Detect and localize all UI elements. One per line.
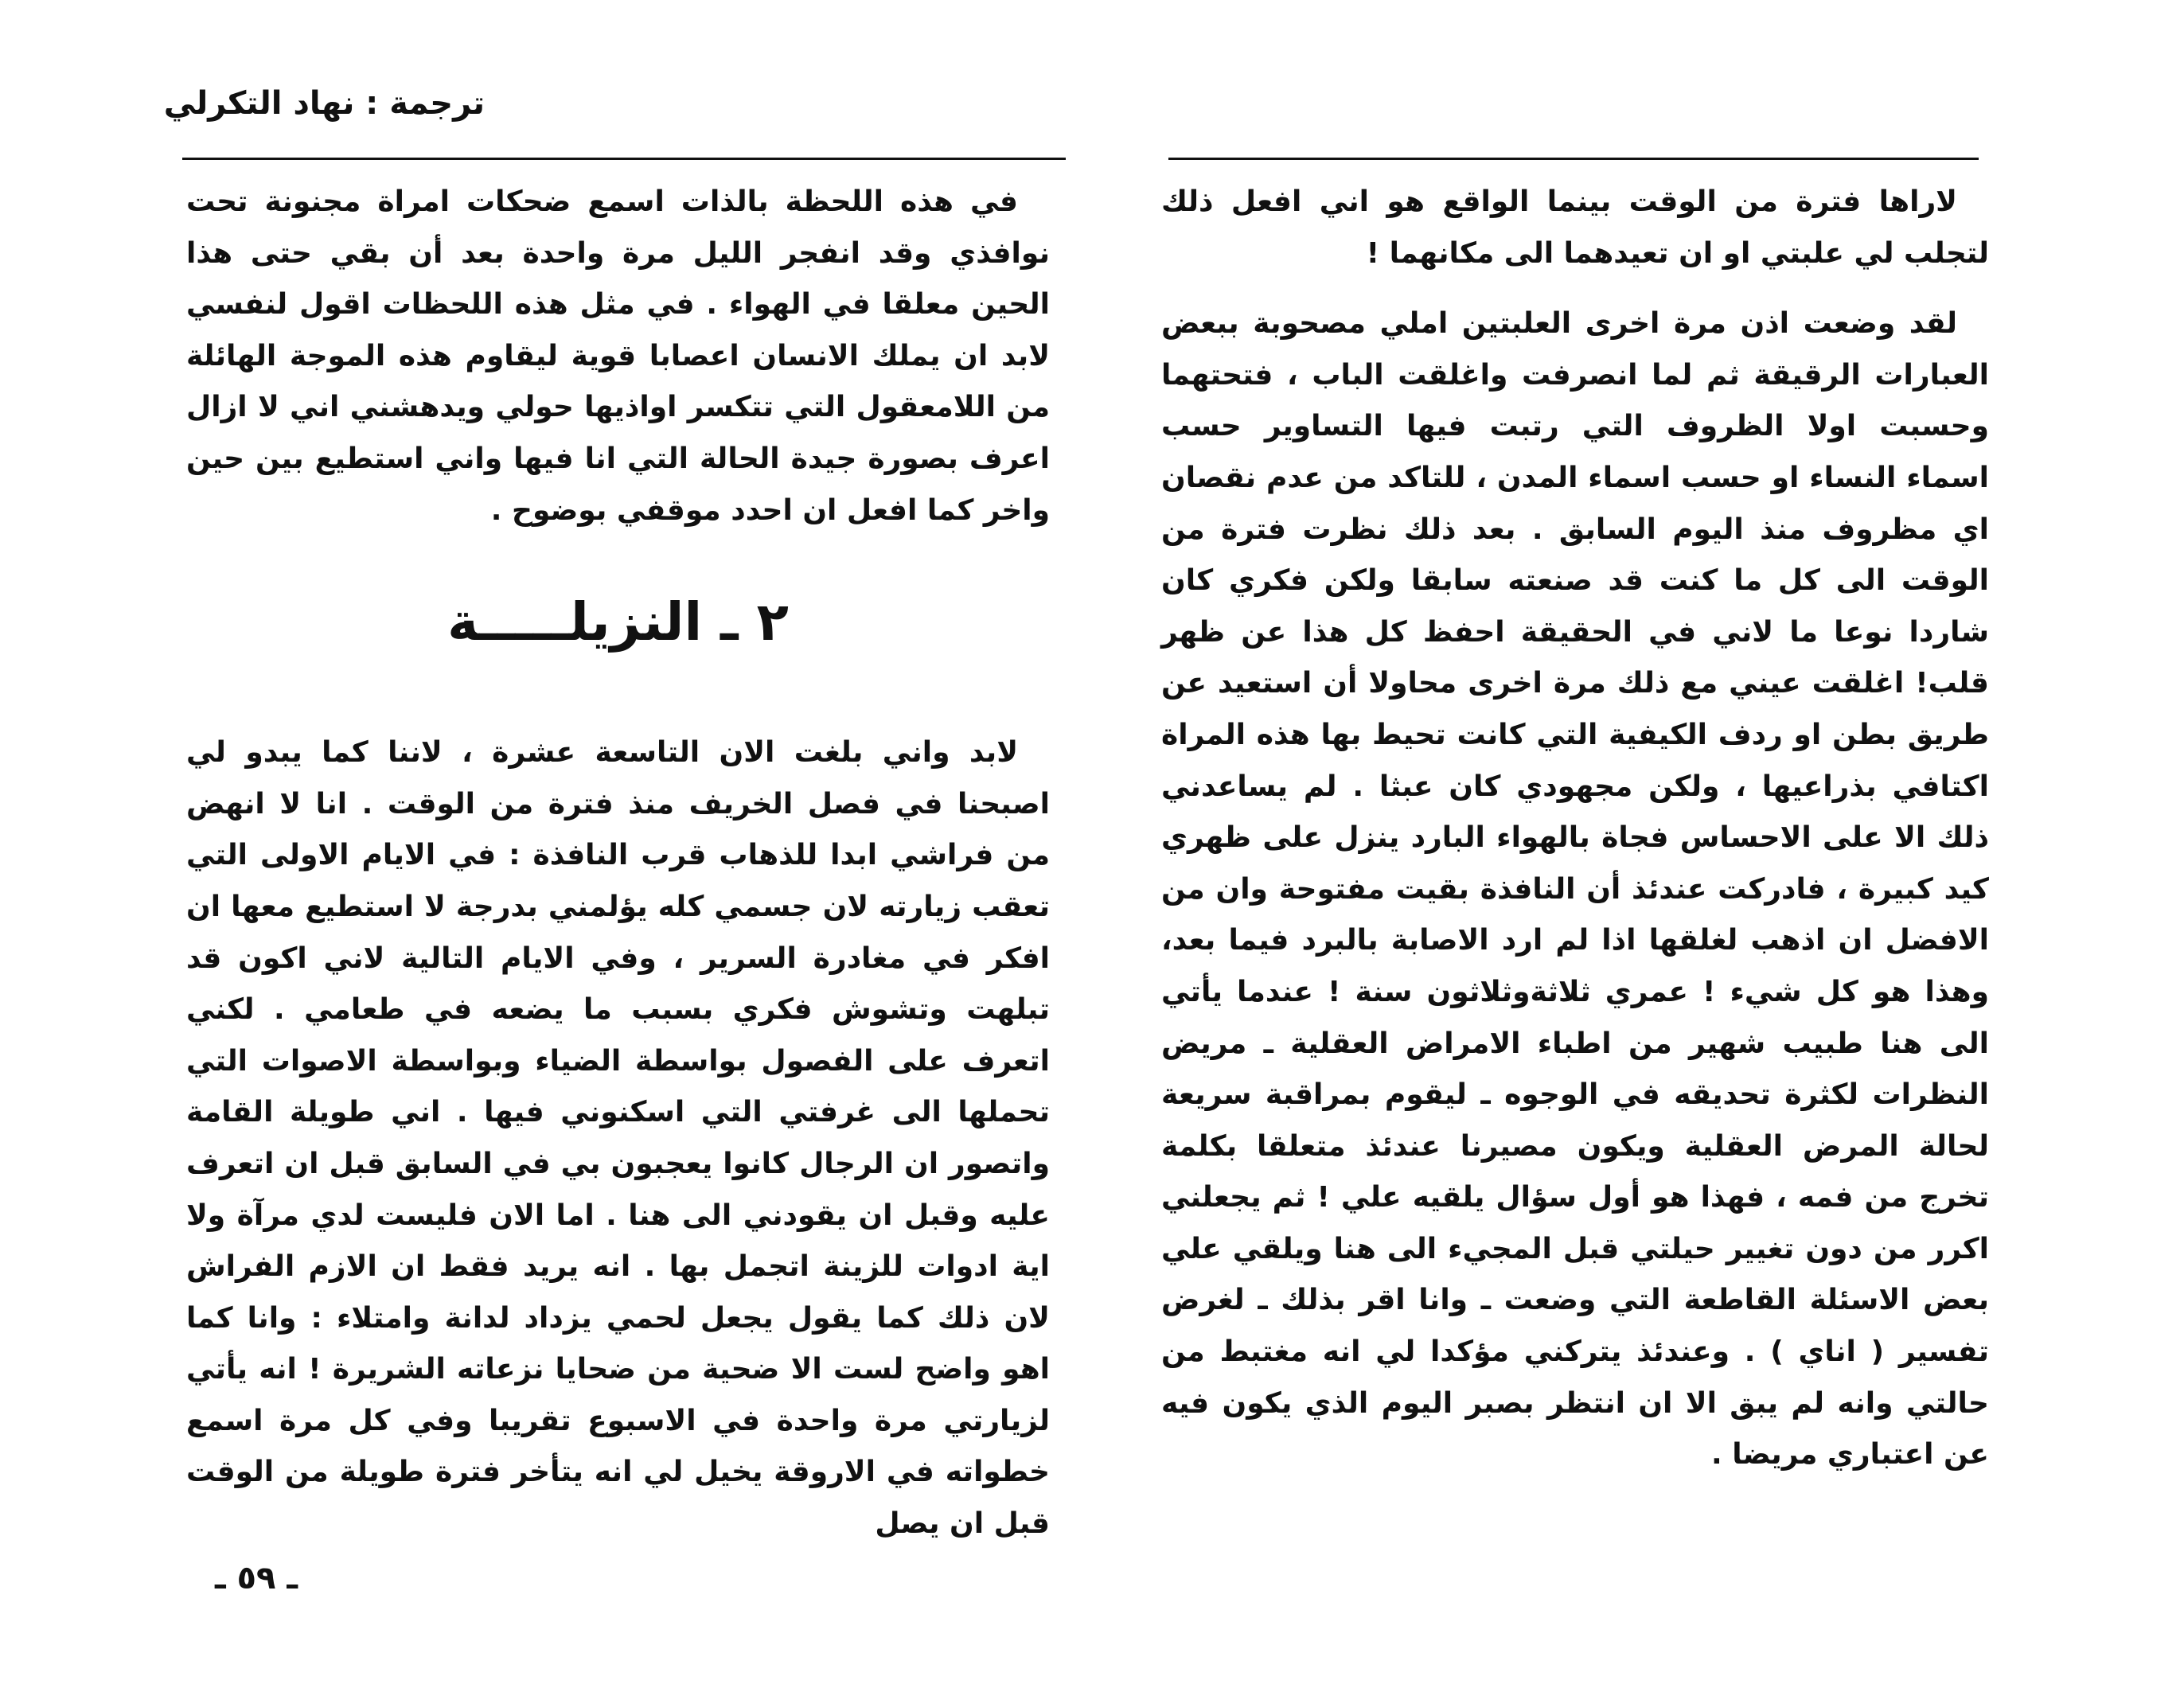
right-text-column [1161,177,1989,1481]
header-rule-left [182,158,1066,160]
translator-header: ترجمة : نهاد التكرلي [163,85,485,122]
page-number: ـ ٥٩ ـ [215,1560,298,1596]
left-bottom-paragraph: لابد واني بلغت الان التاسعة عشرة ، لاننا كما يبدو لي اصبحنا في فصل الخريف منذ فترة من الوقت . انا لا انهض من فراشي ابدا للذهاب قرب النافذة : في الايام الاولى التي تعقب زيارته لان جسمي كله يؤلمني بدرجة لا استطيع معها ان افكر في مغادرة السرير ، وفي الايام التالية لاني اكون قد تبلهت وتشوش فكري بسبب ما يضعه في طعامي . لكني اتعرف على الفصول بواسطة الضياء وبواسطة الاصوات التي تحملها الى غرفتي التي اسكنوني فيها . اني طويلة القامة واتصور ان الرجال كانوا يعجبون بي في السابق قبل ان اتعرف عليه وقبل ان يقودني الى هنا . اما الان فليست لدي مرآة ولا اية ادوات للزينة اتجمل بها . انه يريد فقط ان الازم الفراش لان ذلك كما يقول يجعل لحمي يزداد لدانة وامتلاء : وانا كما اهو واضح لست الا ضحية من ضحايا نزعاته الشريرة ! انه يأتي لزيارتي مرة واحدة في الاسبوع تقريبا وفي كل مرة اسمع خطواته في الاروقة يخيل لي انه يتأخر فترة طويلة من الوقت قبل ان يصل [186,736,1050,1541]
right-paragraph-1: لاراها فترة من الوقت بينما الواقع هو اني افعل ذلك لتجلب لي علبتي او ان تعيدهما الى مكانهما ! [1161,185,1989,270]
section-title: ٢ ـ النزيلـــــة [447,591,789,653]
right-paragraph-2: لقد وضعت اذن مرة اخرى العلبتين املي مصحوبة ببعض العبارات الرقيقة ثم لما انصرفت واغلقت الباب ، فتحتهما وحسبت اولا الظروف التي رتبت فيها التساوير حسب اسماء النساء او حسب اسماء المدن ، للتاكد من عدم نقصان اي مظروف منذ اليوم السابق . بعد ذلك نظرت فترة من الوقت الى كل ما كنت قد صنعته سابقا ولكن فكري كان شاردا نوعا ما لاني في الحقيقة احفظ كل هذا عن ظهر قلب! اغلقت عيني مع ذلك مرة اخرى محاولا أن استعيد عن طريق بطن او ردف الكيفية التي كانت تحيط بها هذه المراة اكتافي بذراعيها ، ولكن مجهودي كان عبثا . لم يساعدني ذلك الا على الاحساس فجاة بالهواء البارد ينزل على ظهري كيد كبيرة ، فادركت عندئذ أن النافذة بقيت مفتوحة وان من الافضل ان اذهب لغلقها اذا لم ارد الاصابة بالبرد فيما بعد، وهذا هو كل شيء ! عمري ثلاثةوثلاثون سنة ! عندما يأتي الى هنا طبيب شهير من اطباء الامراض العقلية ـ مريض النظرات لكثرة تحديقه في الوجوه ـ ليقوم بمراقبة سريعة لحالة المرض العقلية ويكون مصيرنا عندئذ متعلقا بكلمة تخرج من فمه ، فهذا هو أول سؤال يلقيه علي ! ثم يجعلني اكرر من دون تغيير حيلتي قبل المجيء الى هنا ويلقي علي بعض الاسئلة القاطعة التي وضعت ـ وانا اقر بذلك ـ لغرض تفسير ( اناي ) . وعندئذ يتركني مؤكدا لي انه مغتبط من حالتي وانه لم يبق الا ان انتظر بصبر اليوم الذي يكون فيه عن اعتباري مريضا . [1161,307,1989,1472]
header-rule-right [1168,158,1979,160]
left-top-paragraph: في هذه اللحظة بالذات اسمع ضحكات امراة مجنونة تحت نوافذي وقد انفجر الليل مرة واحدة بعد أن بقي حتى هذا الحين معلقا في الهواء . في مثل هذه اللحظات اقول لنفسي لابد ان يملك الانسان اعصابا قوية ليقاوم هذه الموجة الهائلة من اللامعقول التي تتكسر اواذيها حولي ويدهشني اني لا ازال اعرف بصورة جيدة الحالة التي انا فيها واني استطيع بين حين واخر كما افعل ان احدد موقفي بوضوح . [186,185,1050,527]
left-text-column [186,177,1050,1550]
